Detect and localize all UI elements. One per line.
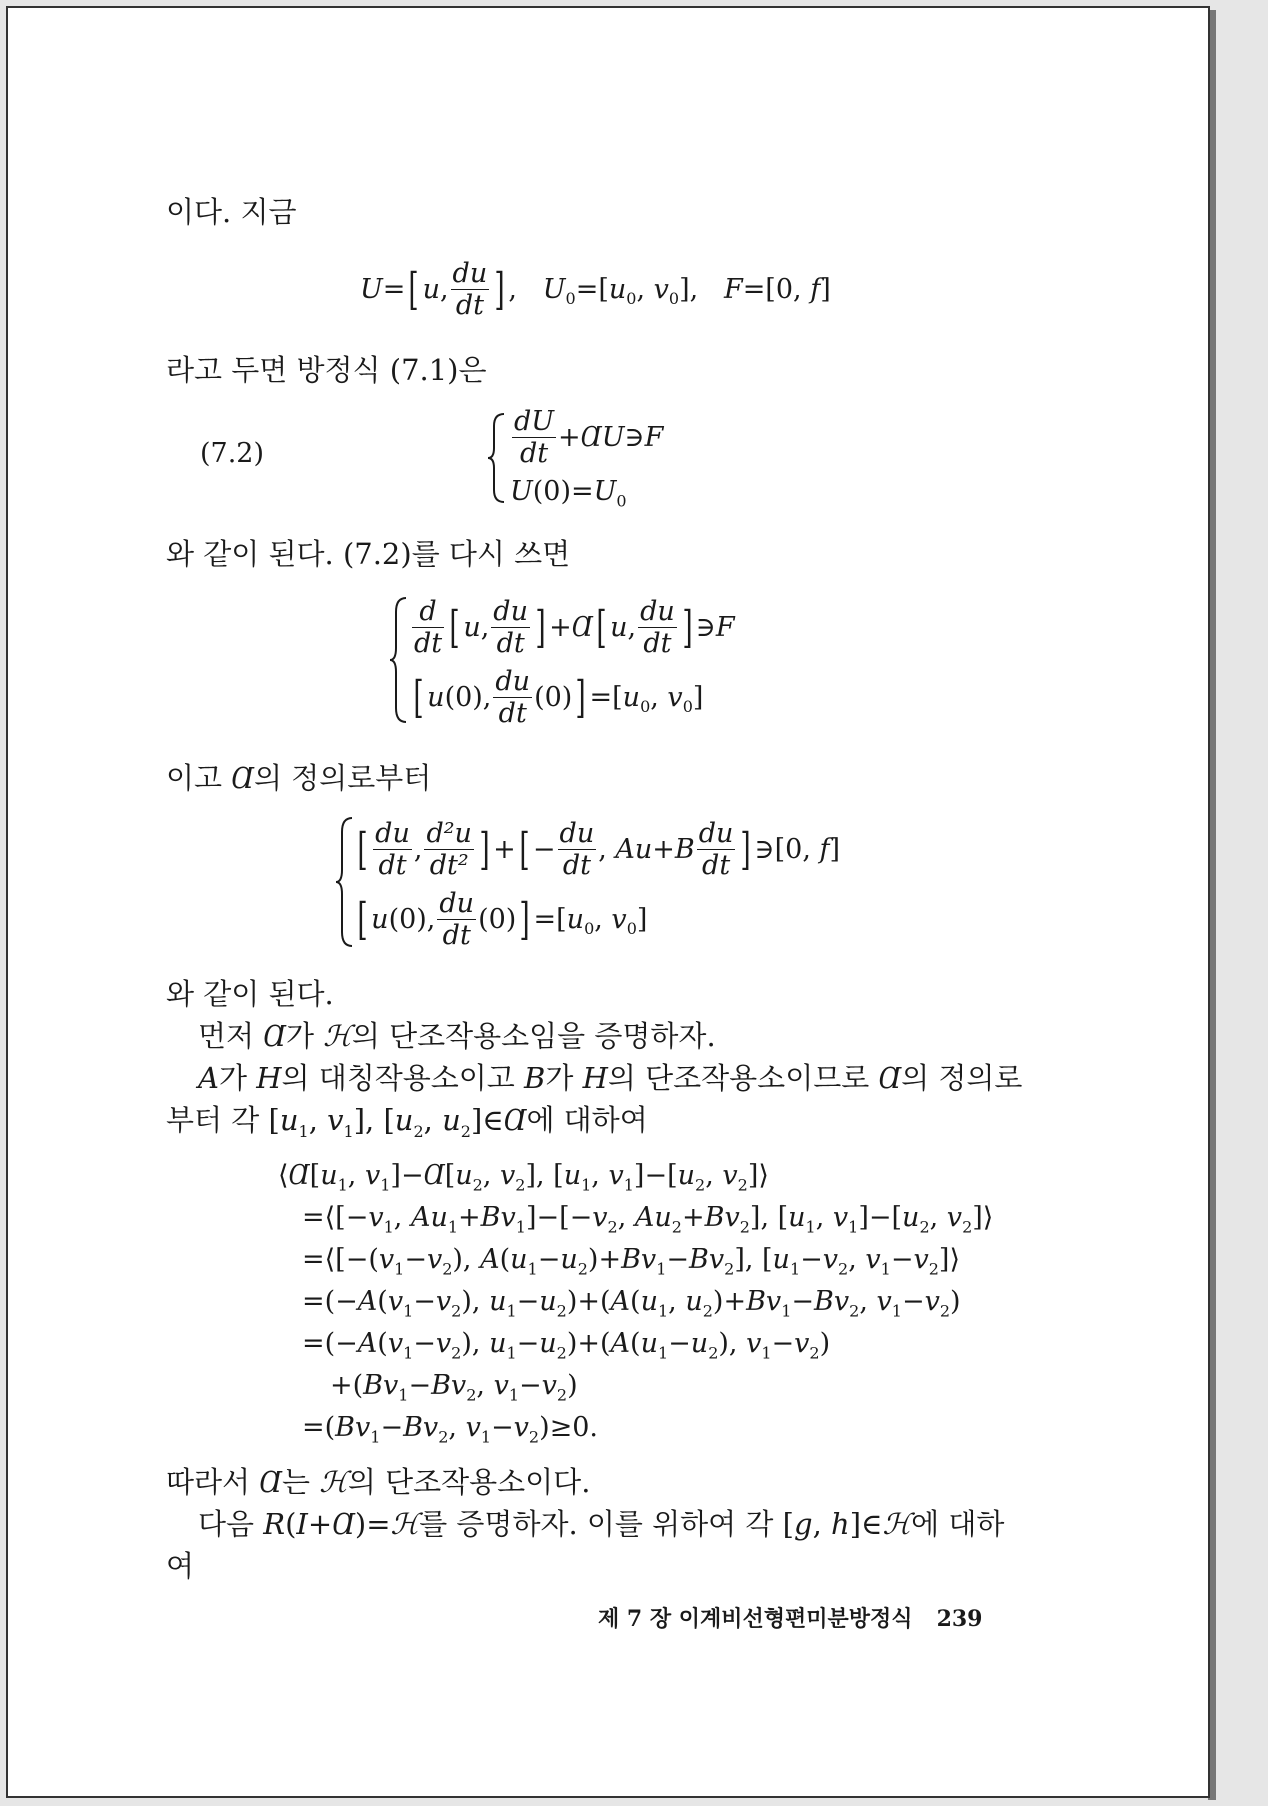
text-line: 와 같이 된다. (7.2)를 다시 쓰면 xyxy=(166,537,571,571)
derivation-line-6: $+(Bv_1-Bv_2$, $v_1-v_2$) xyxy=(330,1370,578,1405)
text-line: 이다. 지금 xyxy=(166,195,297,229)
brace-icon xyxy=(334,816,356,948)
derivation-line-5: $=(-A(v_1-v_2)$, $u_1-u_2)+(A(u_1-u_2)$, $v_1-v_2$) xyxy=(302,1328,831,1363)
equation-rewritten-line2: [ u(0), $\frac{du}{dt}$ $(0)] =[u_0$, $v_0$] xyxy=(413,666,704,730)
text-line: 따라서 Ɑ는 ℋ의 단조작용소이다. xyxy=(166,1465,591,1499)
text-line: 부터 각 [$u_1$, $v_1$], [$u_2$, $u_2]\in Ɑ$에 대하여 xyxy=(166,1103,648,1141)
brace-icon xyxy=(486,412,508,504)
equation-rewritten-line1: $\frac{d}{dt}$ [ u, $\frac{du}{dt}$ ] +Ɑ[ u, $\frac{du}{dt}$ ] ∋F xyxy=(414,596,735,660)
derivation-line-4: $=(-A(v_1-v_2)$, $u_1-u_2)+(A(u_1$, $u_2)+Bv_1-Bv_2$, $v_1-v_2$) xyxy=(302,1286,961,1321)
equation-definitions: U=[ u, $\frac{du}{dt}$ ] , $U_0=[u_0$, $v_0$], F=[0, f] xyxy=(360,258,831,322)
chapter-title: 제 7 장 이계비선형편미분방정식 xyxy=(598,1606,913,1632)
text-line: 와 같이 된다. xyxy=(166,977,334,1011)
brace-icon xyxy=(388,596,410,724)
text-line: 다음 R(I+Ɑ)=ℋ를 증명하자. 이를 위하여 각 [g, h]∈ℋ에 대하 xyxy=(198,1507,1005,1541)
equation-definition-line1: [ $\frac{du}{dt}$ , $\frac{\text{d²u}}{\text{dt²}}$ ] +[ − $\frac{du}{dt}$ , Au+B $\frac{du}{dt}$ ] ∋[0, f] xyxy=(357,818,841,882)
equation-7-2-line2: $U(0)=U_0$ xyxy=(510,476,627,511)
equation-label: (7.2) xyxy=(200,438,265,469)
text-line: 여 xyxy=(166,1549,195,1583)
page-footer xyxy=(598,1602,983,1633)
equation-definition-line2: [ u(0), $\frac{du}{dt}$ $(0)] =[u_0$, $v_0$] xyxy=(357,888,648,952)
text-line: 이고 Ɑ의 정의로부터 xyxy=(166,761,432,795)
derivation-line-7: $=(Bv_1-Bv_2$, $v_1-v_2)\ge 0$. xyxy=(302,1412,599,1447)
text-line: 라고 두면 방정식 (7.1)은 xyxy=(166,353,487,387)
text-line: A가 H의 대칭작용소이고 B가 H의 단조작용소이므로 Ɑ의 정의로 xyxy=(198,1061,1023,1095)
book-page xyxy=(6,6,1210,1798)
derivation-line-2: $=⟨[-v_1$, $Au_1+Bv_1]-[-v_2$, $Au_2+Bv_2$], [$u_1$, $v_1]-[u_2$, $v_2]⟩$ xyxy=(302,1202,994,1237)
derivation-line-3: $=⟨[-(v_1-v_2)$, $A(u_1-u_2)+Bv_1-Bv_2$], [$u_1-v_2$, $v_1-v_2]⟩$ xyxy=(302,1244,960,1279)
equation-7-2-line1: $\frac{dU}{dt}$ +ⱭU∋F xyxy=(514,406,664,470)
text-line: 먼저 Ɑ가 ℋ의 단조작용소임을 증명하자. xyxy=(198,1019,716,1053)
page-number: 239 xyxy=(936,1606,983,1632)
derivation-line-1: $⟨Ɑ[u_1$, $v_1]-Ɑ[u_2$, $v_2$], [$u_1$, $v_1]-[u_2$, $v_2]⟩$ xyxy=(278,1160,769,1195)
